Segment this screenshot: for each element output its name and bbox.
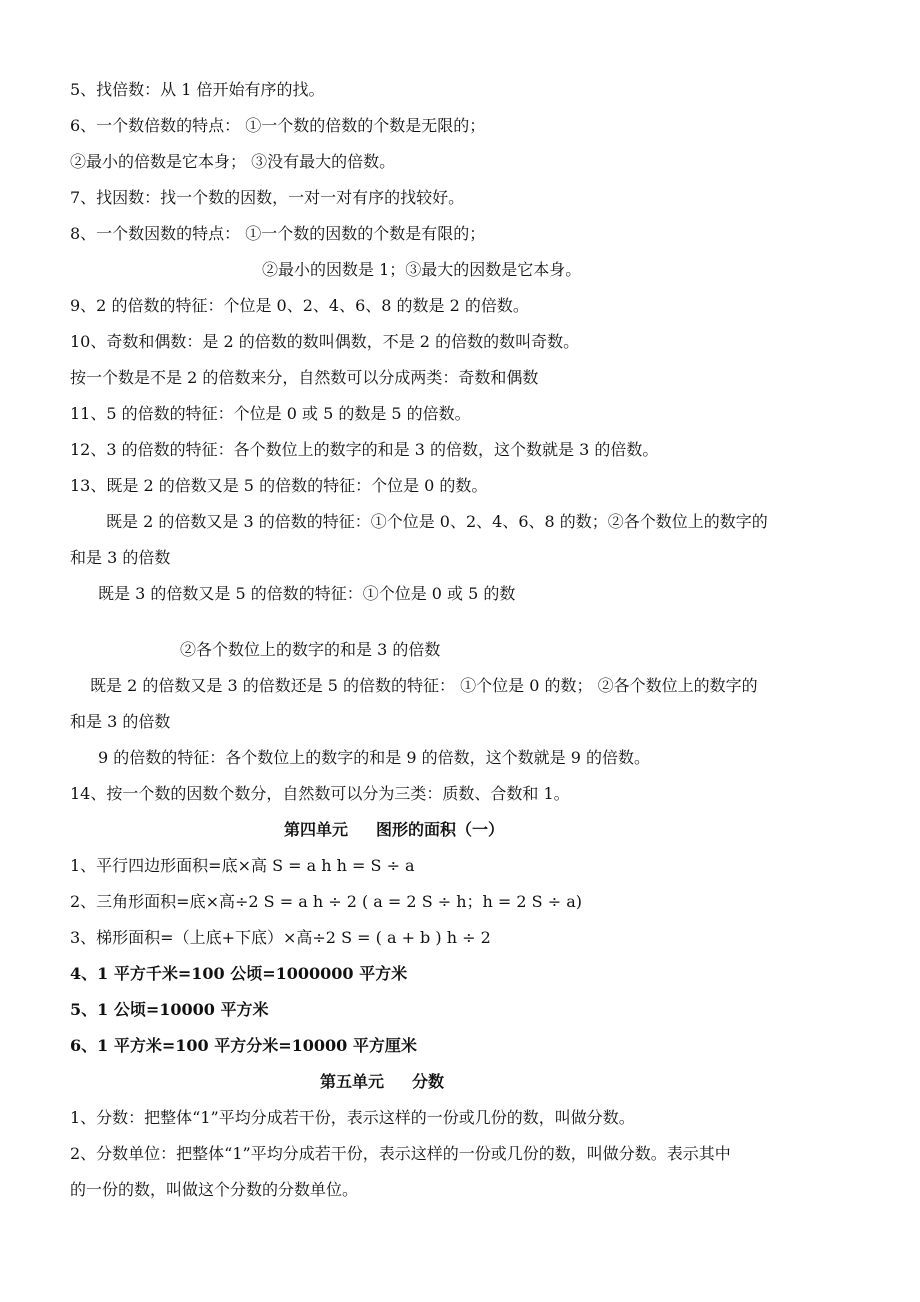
heading-title: 分数 — [412, 1072, 445, 1091]
text-line: 按一个数是不是 2 的倍数来分，自然数可以分成两类：奇数和偶数 — [70, 368, 539, 387]
text-line: ②最小的因数是 1；③最大的因数是它本身。 — [262, 260, 582, 279]
text-line: ②各个数位上的数字的和是 3 的倍数 — [180, 640, 441, 659]
text-line: 1、分数：把整体“1”平均分成若干份，表示这样的一份或几份的数，叫做分数。 — [70, 1108, 635, 1127]
text-line: 既是 2 的倍数又是 3 的倍数的特征：①个位是 0、2、4、6、8 的数；②各个数位上的数字的 — [106, 512, 768, 531]
text-line-bold: 4、1 平方千米=100 公顷=1000000 平方米 — [70, 964, 408, 983]
text-line: 和是 3 的倍数 — [70, 712, 171, 731]
text-line: 既是 3 的倍数又是 5 的倍数的特征：①个位是 0 或 5 的数 — [98, 584, 516, 603]
text-line: 8、一个数因数的特点： ①一个数的因数的个数是有限的； — [70, 224, 486, 243]
text-line: 13、既是 2 的倍数又是 5 的倍数的特征：个位是 0 的数。 — [70, 476, 488, 495]
text-line: ②最小的倍数是它本身； ③没有最大的倍数。 — [70, 152, 396, 171]
text-line-bold: 6、1 平方米=100 平方分米=10000 平方厘米 — [70, 1036, 417, 1055]
text-line: 11、5 的倍数的特征：个位是 0 或 5 的数是 5 的倍数。 — [70, 404, 471, 423]
text-line-bold: 5、1 公顷=10000 平方米 — [70, 1000, 269, 1019]
text-line: 9 的倍数的特征：各个数位上的数字的和是 9 的倍数，这个数就是 9 的倍数。 — [98, 748, 650, 767]
text-line: 7、找因数：找一个数的因数，一对一对有序的找较好。 — [70, 188, 465, 207]
text-line: 2、分数单位：把整体“1”平均分成若干份，表示这样的一份或几份的数，叫做分数。表示其中 — [70, 1144, 731, 1163]
heading-unit-label: 第四单元 — [284, 820, 349, 839]
text-line: 6、一个数倍数的特点： ①一个数的倍数的个数是无限的； — [70, 116, 486, 135]
heading-title: 图形的面积（一） — [376, 820, 505, 839]
text-line: 和是 3 的倍数 — [70, 548, 171, 567]
text-line: 3、梯形面积=（上底+下底）×高÷2 S = ( a + b ) h ÷ 2 — [70, 928, 491, 947]
text-line: 2、三角形面积=底×高÷2 S = a h ÷ 2 ( a = 2 S ÷ h；h = 2 S ÷ a) — [70, 892, 583, 911]
heading-unit-label: 第五单元 — [320, 1072, 385, 1091]
text-line: 1、平行四边形面积=底×高 S = a h h = S ÷ a — [70, 856, 415, 875]
text-line: 12、3 的倍数的特征：各个数位上的数字的和是 3 的倍数，这个数就是 3 的倍数。 — [70, 440, 659, 459]
section-heading-unit4 — [284, 820, 504, 840]
text-line: 9、2 的倍数的特征：个位是 0、2、4、6、8 的数是 2 的倍数。 — [70, 296, 529, 315]
text-line: 既是 2 的倍数又是 3 的倍数还是 5 的倍数的特征： ①个位是 0 的数； ②各个数位上的数字的 — [90, 676, 758, 695]
text-line: 的一份的数，叫做这个分数的分数单位。 — [70, 1180, 359, 1199]
section-heading-unit5 — [320, 1072, 444, 1092]
text-line: 14、按一个数的因数个数分，自然数可以分为三类：质数、合数和 1。 — [70, 784, 570, 803]
text-line: 5、找倍数：从 1 倍开始有序的找。 — [70, 80, 325, 99]
text-line: 10、奇数和偶数：是 2 的倍数的数叫偶数，不是 2 的倍数的数叫奇数。 — [70, 332, 580, 351]
